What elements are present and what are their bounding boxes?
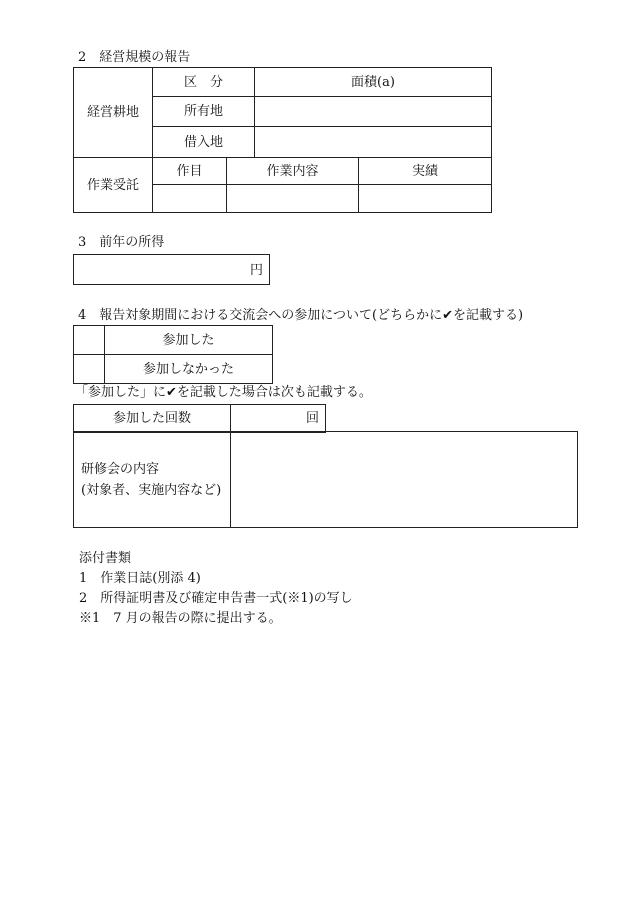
row-owned-label: 所有地 (153, 97, 255, 127)
contract-label: 作業受託 (74, 158, 153, 213)
note-post: を記載した場合は次も記載する。 (176, 385, 372, 400)
col-result-header: 実績 (359, 158, 492, 185)
col-crop-header: 作目 (153, 158, 227, 185)
attachment-item-2: 2 所得証明書及び確定申告書一式(※1)の写し (79, 591, 353, 606)
section4-heading (78, 309, 523, 322)
participation-table (73, 325, 273, 384)
not-attended-checkbox[interactable] (74, 355, 105, 384)
section4-note (75, 386, 372, 399)
attachment-item-1: 1 作業日誌(別添 4) (79, 571, 201, 586)
income-field[interactable] (73, 254, 270, 285)
content-label-cell (74, 432, 231, 528)
check-mark-icon: ✔ (442, 308, 453, 323)
row-leased-label: 借入地 (153, 127, 255, 158)
crop-cell[interactable] (153, 185, 227, 213)
farmland-table (73, 67, 492, 158)
count-label: 参加した回数 (74, 405, 231, 433)
content-label-sub: (対象者、実施内容など) (81, 482, 222, 498)
note-pre: 「参加した」に (75, 385, 167, 400)
leased-area-cell[interactable] (255, 127, 492, 158)
content-table (73, 431, 578, 528)
result-cell[interactable] (359, 185, 492, 213)
col-area-header: 面積(a) (255, 68, 492, 97)
contract-table (73, 157, 492, 213)
work-cell[interactable] (227, 185, 359, 213)
section4-heading-text: 4 報告対象期間における交流会への参加について(どちらかに (78, 308, 443, 323)
attended-label: 参加した (105, 326, 273, 355)
farmland-label: 経営耕地 (74, 68, 153, 158)
count-table (73, 404, 326, 433)
check-mark-icon: ✔ (166, 385, 177, 400)
count-field[interactable] (231, 405, 326, 433)
attachment-note: ※1 7 月の報告の際に提出する。 (79, 611, 282, 626)
attachments-heading: 添付書類 (79, 551, 132, 566)
content-field[interactable] (231, 432, 578, 528)
col-category-header: 区 分 (153, 68, 255, 97)
income-unit: 円 (249, 263, 263, 278)
col-work-header: 作業内容 (227, 158, 359, 185)
owned-area-cell[interactable] (255, 97, 492, 127)
content-label: 研修会の内容 (81, 461, 160, 477)
section4-heading-tail: を記載する) (453, 308, 524, 323)
section3-heading: 3 前年の所得 (78, 235, 165, 250)
attended-checkbox[interactable] (74, 326, 105, 355)
section2-heading: 2 経営規模の報告 (78, 50, 191, 65)
not-attended-label: 参加しなかった (105, 355, 273, 384)
count-unit: 回 (305, 411, 319, 426)
